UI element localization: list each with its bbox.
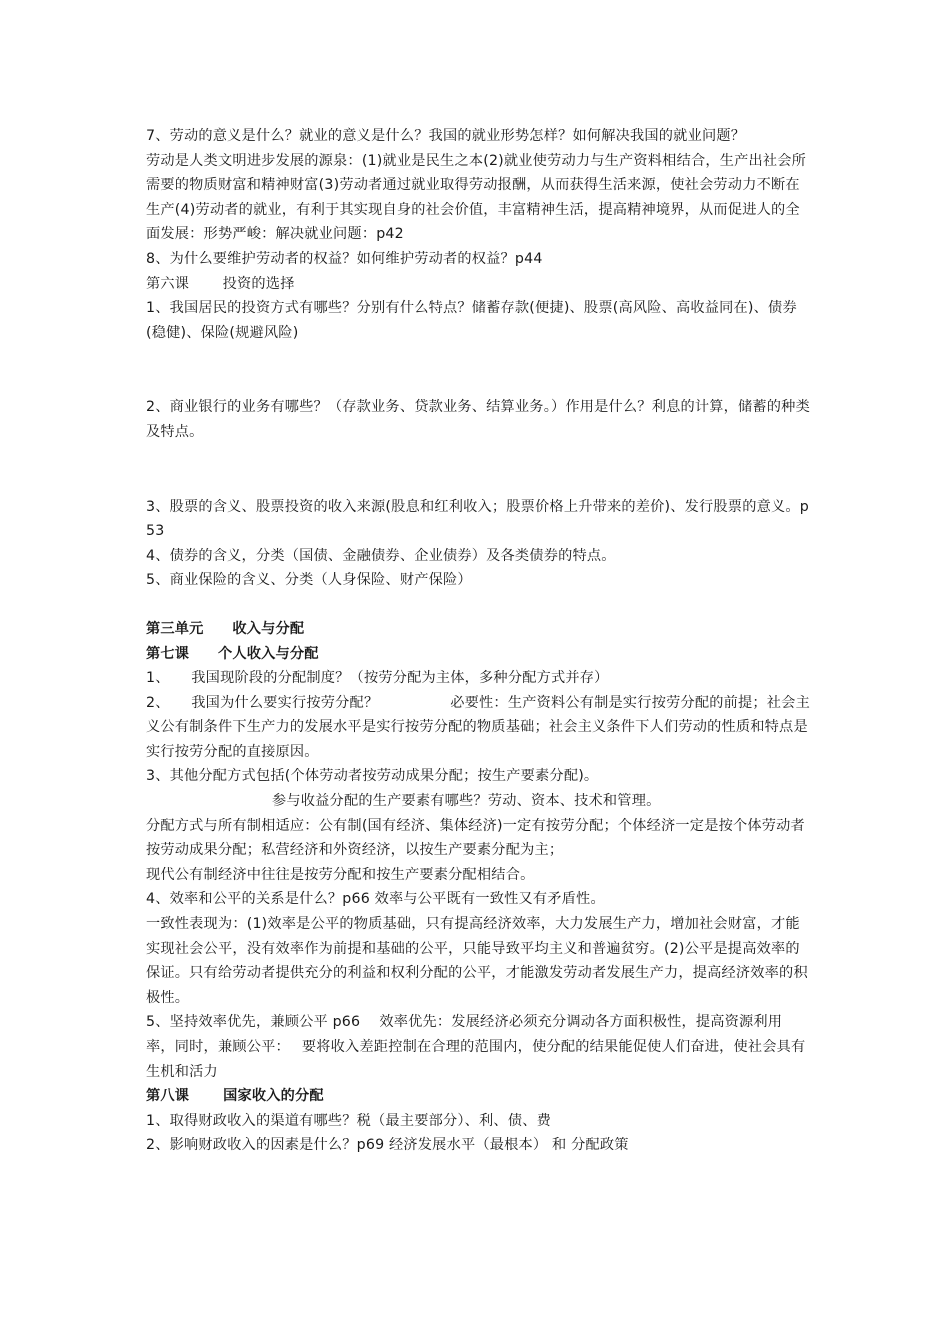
distribution-item-1: 1、 我国现阶段的分配制度？（按劳分配为主体，多种分配方式并存） — [146, 670, 609, 687]
investment-item-1: 1、我国居民的投资方式有哪些？分别有什么特点？储蓄存款(便捷)、股票(高风险、高收益同在)、债券(稳健)、保险(规避风险) — [146, 300, 797, 341]
investment-item-2: 2、商业银行的业务有哪些？（存款业务、贷款业务、结算业务。）作用是什么？利息的计算，储蓄的种类及特点。 — [146, 399, 810, 440]
distribution-item-5: 5、坚持效率优先，兼顾公平 p66 效率优先：发展经济必须充分调动各方面积极性，提高资源利用率，同时，兼顾公平： 要将收入差距控制在合理的范围内，使分配的结果能促使人们奋进，使社会具有生机和活力 — [146, 1014, 806, 1080]
lesson-6-heading: 第六课 投资的选择 — [146, 275, 295, 292]
distribution-item-2: 2、 我国为什么要实行按劳分配？ 必要性：生产资料公有制是实行按劳分配的前提；社会主义公有制条件下生产力的发展水平是实行按劳分配的物质基础；社会主义条件下人们劳动的性质和特点是实行按劳分配的直接原因。 — [146, 694, 810, 760]
blank-space — [146, 345, 810, 395]
production-factors-line: 参与收益分配的生产要素有哪些？劳动、资本、技术和管理。 — [272, 793, 661, 810]
question-7: 7、劳动的意义是什么？就业的意义是什么？我国的就业形势怎样？如何解决我国的就业问题？ — [146, 128, 746, 144]
investment-item-4: 4、债券的含义，分类（国债、金融债券、企业债券）及各类债券的特点。 — [146, 547, 616, 564]
investment-item-3: 3、股票的含义、股票投资的收入来源(股息和红利收入；股票价格上升带来的差价)、发行股票的意义。p53 — [146, 498, 809, 540]
distribution-item-3: 3、其他分配方式包括(个体劳动者按劳动成果分配；按生产要素分配)。 — [146, 768, 599, 785]
consistency-explanation: 一致性表现为：(1)效率是公平的物质基础，只有提高经济效率，大力发展生产力，增加社会财富，才能实现社会公平，没有效率作为前提和基础的公平，只能导致平均主义和普遍贫穷。(2)公平是提高效率的保证。只有给劳动者提供充分的利益和权利分配的公平，才能激发劳动者发展生产力，提高经济效率的积极性。 — [146, 916, 808, 1006]
unit-3-heading: 第三单元 收入与分配 — [146, 620, 305, 637]
document-body — [146, 124, 810, 1158]
finance-item-1: 1、取得财政收入的渠道有哪些？税（最主要部分）、利、债、费 — [146, 1112, 551, 1129]
ownership-distribution-line: 分配方式与所有制相适应：公有制(国有经济、集体经济)一定有按劳分配；个体经济一定是按个体劳动者按劳动成果分配；私营经济和外资经济，以按生产要素分配为主； — [146, 817, 805, 859]
investment-item-5: 5、商业保险的含义、分类（人身保险、财产保险） — [146, 572, 472, 589]
lesson-7-heading: 第七课 个人收入与分配 — [146, 645, 319, 662]
blank-space — [146, 445, 810, 495]
question-8: 8、为什么要维护劳动者的权益？如何维护劳动者的权益？p44 — [146, 250, 543, 267]
distribution-item-4: 4、效率和公平的关系是什么？p66 效率与公平既有一致性又有矛盾性。 — [146, 891, 605, 908]
lesson-8-heading: 第八课 国家收入的分配 — [146, 1088, 324, 1105]
blank-space — [146, 593, 810, 617]
finance-item-2: 2、影响财政收入的因素是什么？p69 经济发展水平（最根本） 和 分配政策 — [146, 1137, 629, 1154]
public-ownership-line: 现代公有制经济中往往是按劳分配和按生产要素分配相结合。 — [146, 866, 535, 883]
answer-7: 劳动是人类文明进步发展的源泉：(1)就业是民生之本(2)就业使劳动力与生产资料相结合，生产出社会所需要的物质财富和精神财富(3)劳动者通过就业取得劳动报酬，从而获得生活来源，使社会劳动力不断在生产(4)劳动者的就业，有利于其实现自身的社会价值，丰富精神生活，提高精神境界，从而促进人的全面发展：形势严峻：解决就业问题：p42 — [146, 152, 807, 243]
